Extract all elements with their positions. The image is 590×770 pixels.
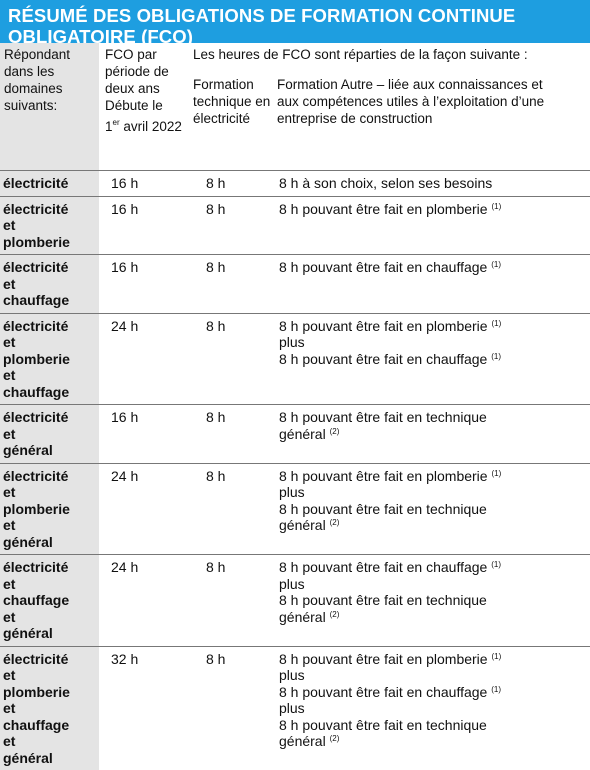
other-training-line: 8 h pouvant être fait en technique bbox=[279, 500, 487, 517]
table-row bbox=[0, 646, 590, 770]
domain-line: chauffage bbox=[3, 383, 70, 400]
footnote-ref: (1) bbox=[491, 651, 502, 661]
other-training-line: plus bbox=[279, 700, 305, 716]
other-training-line: 8 h pouvant être fait en plomberie $^{(1)}$ bbox=[279, 317, 502, 334]
fco-hours-cell: 16 h bbox=[99, 171, 187, 197]
fco-hours-cell: 16 h bbox=[99, 405, 187, 464]
other-training-line: 8 h pouvant être fait en chauffage $^{(1)}$ bbox=[279, 350, 502, 367]
domain-line: électricité bbox=[3, 259, 69, 275]
other-training-line: plus bbox=[279, 484, 305, 500]
domain-cell bbox=[0, 313, 99, 405]
other-training-line: général $^{(2)}$ bbox=[279, 517, 340, 533]
domain-cell bbox=[0, 196, 99, 255]
domain-line: chauffage bbox=[3, 716, 70, 733]
fco-table bbox=[0, 43, 590, 770]
header-domains: Répondant dans les domaines suivants: bbox=[0, 43, 99, 171]
other-training-line: 8 h pouvant être fait en plomberie $^{(1)}$ bbox=[279, 650, 502, 667]
footnote-ref: (1) bbox=[491, 684, 502, 694]
other-training-line: 8 h pouvant être fait en chauffage $^{(1)}$ bbox=[279, 559, 502, 575]
domain-line: et bbox=[3, 733, 16, 749]
fco-hours-cell: 32 h bbox=[99, 646, 187, 770]
fco-hours-cell: 24 h bbox=[99, 555, 187, 647]
domain-line: général bbox=[3, 442, 53, 458]
other-training-line: général $^{(2)}$ bbox=[279, 733, 340, 749]
other-training-line: 8 h pouvant être fait en plomberie $^{(1)}$ bbox=[279, 200, 502, 217]
domain-line: et bbox=[3, 275, 16, 292]
table-row bbox=[0, 313, 590, 405]
header-fco-hours: FCO par période de deux ans Débute le 1er avril 2022 bbox=[105, 47, 182, 134]
domain-line: électricité bbox=[3, 200, 69, 217]
other-training-line: 8 h pouvant être fait en technique bbox=[279, 716, 487, 733]
domain-cell bbox=[0, 255, 99, 314]
domain-line: électricité bbox=[3, 317, 69, 334]
domain-line: et bbox=[3, 608, 16, 625]
footnote-ref: (1) bbox=[491, 318, 502, 328]
technical-hours-cell: 8 h bbox=[187, 405, 271, 464]
domain-line: et bbox=[3, 425, 16, 442]
fco-hours-cell: 24 h bbox=[99, 463, 187, 555]
domain-line: et bbox=[3, 700, 16, 716]
header-row bbox=[0, 43, 590, 72]
other-training-cell bbox=[271, 171, 590, 197]
domain-line: général bbox=[3, 533, 53, 550]
other-training-cell bbox=[271, 405, 590, 464]
technical-hours-cell: 8 h bbox=[187, 313, 271, 405]
domain-line: électricité bbox=[3, 559, 69, 575]
footnote-ref: (2) bbox=[329, 609, 340, 619]
domain-cell bbox=[0, 171, 99, 197]
footnote-ref: (1) bbox=[491, 351, 502, 361]
domain-cell bbox=[0, 463, 99, 555]
domain-line: plomberie bbox=[3, 683, 70, 700]
domain-line: plomberie bbox=[3, 500, 70, 517]
footnote-ref: (1) bbox=[491, 260, 502, 269]
domain-line: plomberie bbox=[3, 233, 70, 250]
domain-line: général bbox=[3, 625, 53, 641]
other-training-line: 8 h pouvant être fait en technique bbox=[279, 409, 487, 425]
other-training-line: 8 h pouvant être fait en chauffage $^{(1)}$ bbox=[279, 683, 502, 700]
domain-line: général bbox=[3, 749, 53, 766]
technical-hours-cell: 8 h bbox=[187, 255, 271, 314]
domain-line: et bbox=[3, 367, 16, 383]
technical-hours-cell: 8 h bbox=[187, 171, 271, 197]
technical-hours-cell: 8 h bbox=[187, 196, 271, 255]
other-training-line: 8 h à son choix, selon ses besoins bbox=[279, 175, 493, 191]
header-technical-training: Formation technique en électricité bbox=[193, 77, 271, 127]
domain-cell bbox=[0, 646, 99, 770]
technical-hours-cell: 8 h bbox=[187, 646, 271, 770]
footnote-ref: (2) bbox=[329, 426, 340, 436]
table-row bbox=[0, 255, 590, 314]
domain-line: électricité bbox=[3, 175, 69, 191]
footnote-ref: (1) bbox=[491, 468, 502, 478]
other-training-line: général $^{(2)}$ bbox=[279, 425, 340, 442]
other-training-line: plus bbox=[279, 667, 305, 683]
header-other-training: Formation Autre – liée aux connaissances et aux compétences utiles à l’exploitation d’une entreprise de construction bbox=[277, 77, 545, 127]
document-title bbox=[0, 0, 590, 47]
domain-line: électricité bbox=[3, 467, 69, 484]
other-training-cell bbox=[271, 646, 590, 770]
domain-cell bbox=[0, 405, 99, 464]
fco-hours-cell: 16 h bbox=[99, 196, 187, 255]
other-training-line: plus bbox=[279, 575, 305, 592]
title-line-1: RÉSUMÉ DES OBLIGATIONS DE FORMATION CONTINUE bbox=[8, 5, 516, 26]
domain-line: chauffage bbox=[3, 592, 70, 608]
domain-line: et bbox=[3, 667, 16, 683]
domain-cell bbox=[0, 555, 99, 647]
domain-line: plomberie bbox=[3, 350, 70, 367]
domain-line: et bbox=[3, 334, 16, 350]
footnote-ref: (2) bbox=[329, 518, 340, 527]
table-row bbox=[0, 555, 590, 647]
other-training-line: 8 h pouvant être fait en chauffage $^{(1)}$ bbox=[279, 259, 502, 275]
table-row bbox=[0, 463, 590, 555]
domain-line: et bbox=[3, 484, 16, 500]
domain-line: électricité bbox=[3, 409, 69, 425]
domain-line: et bbox=[3, 517, 16, 533]
domain-line: et bbox=[3, 217, 16, 233]
domain-line: chauffage bbox=[3, 292, 70, 308]
other-training-line: plus bbox=[279, 334, 305, 350]
footnote-ref: (2) bbox=[329, 734, 340, 743]
other-training-cell bbox=[271, 463, 590, 555]
technical-hours-cell: 8 h bbox=[187, 555, 271, 647]
technical-hours-cell: 8 h bbox=[187, 463, 271, 555]
header-start-date: 1er avril 2022 bbox=[105, 118, 182, 134]
table-row bbox=[0, 196, 590, 255]
other-training-cell bbox=[271, 255, 590, 314]
footnote-ref: (1) bbox=[491, 560, 502, 569]
other-training-cell bbox=[271, 555, 590, 647]
other-training-cell bbox=[271, 313, 590, 405]
domain-line: et bbox=[3, 575, 16, 592]
footnote-ref: (1) bbox=[491, 201, 502, 211]
other-training-line: 8 h pouvant être fait en plomberie $^{(1)}$ bbox=[279, 467, 502, 484]
table-row bbox=[0, 405, 590, 464]
fco-hours-cell: 24 h bbox=[99, 313, 187, 405]
header-distribution: Les heures de FCO sont réparties de la façon suivante : bbox=[193, 47, 528, 62]
title-line-2: OBLIGATOIRE (FCO) bbox=[8, 26, 193, 47]
other-training-line: 8 h pouvant être fait en technique bbox=[279, 592, 487, 608]
table-row bbox=[0, 171, 590, 197]
domain-line: électricité bbox=[3, 650, 69, 667]
other-training-cell bbox=[271, 196, 590, 255]
fco-hours-cell: 16 h bbox=[99, 255, 187, 314]
other-training-line: général $^{(2)}$ bbox=[279, 608, 340, 625]
